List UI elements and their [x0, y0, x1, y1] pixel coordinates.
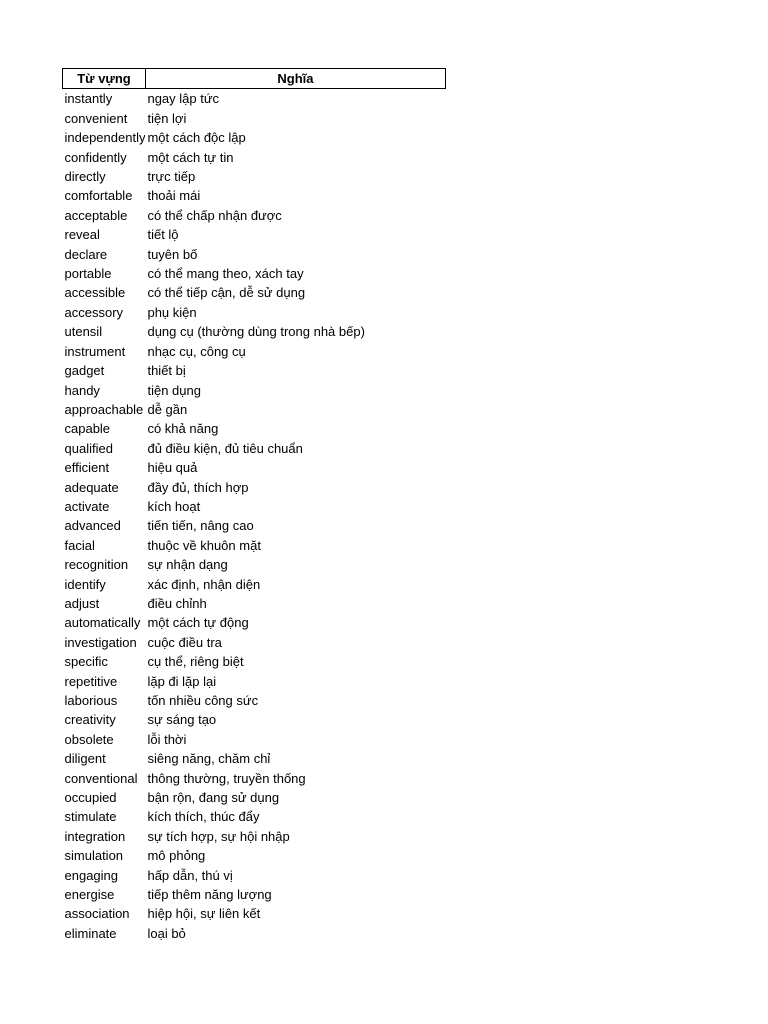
- column-header-word: Từ vựng: [63, 69, 146, 89]
- table-row: [63, 807, 446, 826]
- vocab-word-cell: adjust: [64, 595, 100, 611]
- vocab-meaning-cell: cụ thể, riêng biệt: [147, 654, 244, 670]
- vocab-word-cell: diligent: [64, 751, 106, 767]
- vocab-word-cell: automatically: [64, 615, 141, 631]
- vocab-meaning-cell: tuyên bố: [147, 246, 198, 262]
- column-header-meaning: Nghĩa: [145, 69, 445, 89]
- table-row: [63, 710, 446, 729]
- vocab-word-cell: energise: [64, 887, 115, 903]
- table-row: [63, 672, 446, 691]
- vocab-meaning-cell: thuộc về khuôn mặt: [147, 537, 261, 553]
- vocab-meaning-cell: ngay lập tức: [147, 91, 220, 107]
- table-row: [63, 478, 446, 497]
- vocab-word-cell: adequate: [64, 479, 119, 495]
- vocab-meaning-cell: xác định, nhận diện: [147, 576, 261, 592]
- vocab-meaning-cell: một cách tự tin: [147, 149, 234, 165]
- vocab-word-cell: gadget: [64, 363, 105, 379]
- table-row: [63, 827, 446, 846]
- vocab-meaning-cell: đủ điều kiện, đủ tiêu chuẩn: [147, 440, 303, 456]
- vocab-meaning-cell: lặp đi lặp lại: [147, 673, 217, 689]
- table-row: [63, 361, 446, 380]
- table-row: [63, 89, 446, 109]
- vocab-meaning-cell: thoải mái: [147, 188, 201, 204]
- vocab-word-cell: occupied: [64, 790, 117, 806]
- table-row: [63, 186, 446, 205]
- table-row: [63, 322, 446, 341]
- table-row: [63, 555, 446, 574]
- vocab-word-cell: confidently: [64, 149, 127, 165]
- vocab-meaning-cell: tiến tiến, nâng cao: [147, 518, 254, 534]
- vocab-word-cell: comfortable: [64, 188, 133, 204]
- vocab-word-cell: convenient: [64, 110, 128, 126]
- vocab-meaning-cell: loại bỏ: [147, 925, 186, 941]
- table-row: [63, 342, 446, 361]
- table-row: [63, 303, 446, 322]
- vocab-meaning-cell: kích thích, thúc đẩy: [147, 809, 260, 825]
- vocab-word-cell: activate: [64, 498, 110, 514]
- vocab-word-cell: reveal: [64, 227, 100, 243]
- vocab-word-cell: utensil: [64, 324, 103, 340]
- vocab-word-cell: identify: [64, 576, 106, 592]
- vocab-word-cell: conventional: [64, 770, 138, 786]
- table-row: [63, 691, 446, 710]
- vocab-meaning-cell: có thể tiếp cận, dễ sử dụng: [147, 285, 306, 301]
- vocab-meaning-cell: dễ gần: [147, 401, 188, 417]
- table-row: [63, 652, 446, 671]
- table-row: [63, 400, 446, 419]
- vocab-meaning-cell: điều chỉnh: [147, 595, 207, 611]
- vocab-meaning-cell: có khả năng: [147, 421, 219, 437]
- vocab-word-cell: advanced: [64, 518, 121, 534]
- vocab-meaning-cell: một cách tự động: [147, 615, 249, 631]
- vocab-meaning-cell: tiết lộ: [147, 227, 179, 243]
- vocab-meaning-cell: cuộc điều tra: [147, 634, 222, 650]
- table-row: [63, 245, 446, 264]
- table-row: [63, 904, 446, 923]
- vocab-word-cell: directly: [64, 169, 106, 185]
- vocab-meaning-cell: hiệp hội, sự liên kết: [147, 906, 261, 922]
- table-row: [63, 148, 446, 167]
- vocab-word-cell: engaging: [64, 867, 118, 883]
- vocab-meaning-cell: siêng năng, chăm chỉ: [147, 751, 271, 767]
- table-row: [63, 264, 446, 283]
- vocab-word-cell: independently: [64, 130, 146, 146]
- table-row: [63, 730, 446, 749]
- vocab-meaning-cell: tiện dụng: [147, 382, 201, 398]
- vocab-word-cell: specific: [64, 654, 108, 670]
- vocab-word-cell: qualified: [64, 440, 113, 456]
- vocab-meaning-cell: một cách độc lập: [147, 130, 246, 146]
- table-row: [63, 516, 446, 535]
- table-row: [63, 749, 446, 768]
- vocab-meaning-cell: thông thường, truyền thống: [147, 770, 306, 786]
- vocab-meaning-cell: đầy đủ, thích hợp: [147, 479, 249, 495]
- vocab-word-cell: handy: [64, 382, 100, 398]
- vocab-word-cell: integration: [64, 828, 126, 844]
- table-row: [63, 613, 446, 632]
- vocab-meaning-cell: thiết bị: [147, 363, 186, 379]
- vocab-word-cell: repetitive: [64, 673, 118, 689]
- vocab-meaning-cell: sự tích hợp, sự hội nhập: [147, 828, 290, 844]
- vocab-meaning-cell: tiện lợi: [147, 110, 187, 126]
- vocab-word-cell: declare: [64, 246, 108, 262]
- table-row: [63, 225, 446, 244]
- vocab-meaning-cell: tốn nhiều công sức: [147, 693, 259, 708]
- table-row: [63, 109, 446, 128]
- vocab-word-cell: recognition: [64, 557, 129, 573]
- table-row: [63, 283, 446, 302]
- vocab-word-cell: stimulate: [64, 809, 117, 825]
- table-row: [63, 924, 446, 943]
- table-row: [63, 458, 446, 477]
- table-row: [63, 419, 446, 438]
- vocab-word-cell: laborious: [64, 693, 118, 708]
- table-header-row: [63, 69, 446, 89]
- table-row: [63, 769, 446, 788]
- vocab-meaning-cell: lỗi thời: [147, 731, 187, 747]
- vocab-word-cell: portable: [64, 266, 112, 282]
- table-row: [63, 866, 446, 885]
- vocab-meaning-cell: nhạc cụ, công cụ: [147, 343, 246, 359]
- vocab-word-cell: instrument: [64, 343, 126, 359]
- vocab-meaning-cell: hiệu quả: [147, 460, 198, 476]
- vocabulary-table-body: [63, 69, 446, 944]
- vocab-word-cell: accessible: [64, 285, 126, 301]
- vocab-word-cell: acceptable: [64, 207, 128, 223]
- vocab-word-cell: accessory: [64, 304, 124, 320]
- vocab-word-cell: simulation: [64, 848, 124, 864]
- vocab-word-cell: instantly: [64, 91, 113, 107]
- table-row: [63, 536, 446, 555]
- vocab-word-cell: capable: [64, 421, 111, 437]
- vocab-word-cell: eliminate: [64, 925, 117, 941]
- vocab-word-cell: obsolete: [64, 731, 114, 747]
- vocabulary-table: [62, 68, 446, 943]
- table-row: [63, 439, 446, 458]
- vocab-word-cell: efficient: [64, 460, 110, 476]
- table-row: [63, 575, 446, 594]
- table-row: [63, 885, 446, 904]
- table-row: [63, 633, 446, 652]
- vocab-word-cell: creativity: [64, 712, 116, 728]
- vocab-meaning-cell: bận rộn, đang sử dụng: [147, 790, 280, 806]
- table-row: [63, 381, 446, 400]
- vocab-meaning-cell: dụng cụ (thường dùng trong nhà bếp): [147, 324, 365, 340]
- vocab-meaning-cell: tiếp thêm năng lượng: [147, 887, 272, 903]
- vocab-word-cell: investigation: [64, 634, 137, 650]
- vocab-meaning-cell: sự sáng tạo: [147, 712, 217, 728]
- table-row: [63, 788, 446, 807]
- vocab-meaning-cell: hấp dẫn, thú vị: [147, 867, 233, 883]
- table-row: [63, 206, 446, 225]
- table-row: [63, 846, 446, 865]
- table-row: [63, 167, 446, 186]
- vocab-meaning-cell: mô phỏng: [147, 848, 206, 864]
- vocab-meaning-cell: phụ kiện: [147, 304, 197, 320]
- table-row: [63, 128, 446, 147]
- table-row: [63, 594, 446, 613]
- vocab-word-cell: approachable: [64, 401, 144, 417]
- vocab-meaning-cell: sự nhận dạng: [147, 557, 228, 573]
- vocab-meaning-cell: trực tiếp: [147, 169, 196, 185]
- vocab-word-cell: association: [64, 906, 130, 922]
- vocab-meaning-cell: có thể mang theo, xách tay: [147, 266, 304, 282]
- vocab-word-cell: facial: [64, 537, 95, 553]
- table-row: [63, 497, 446, 516]
- vocabulary-sheet: [62, 68, 446, 943]
- vocab-meaning-cell: có thể chấp nhận được: [147, 207, 282, 223]
- vocab-meaning-cell: kích hoạt: [147, 498, 201, 514]
